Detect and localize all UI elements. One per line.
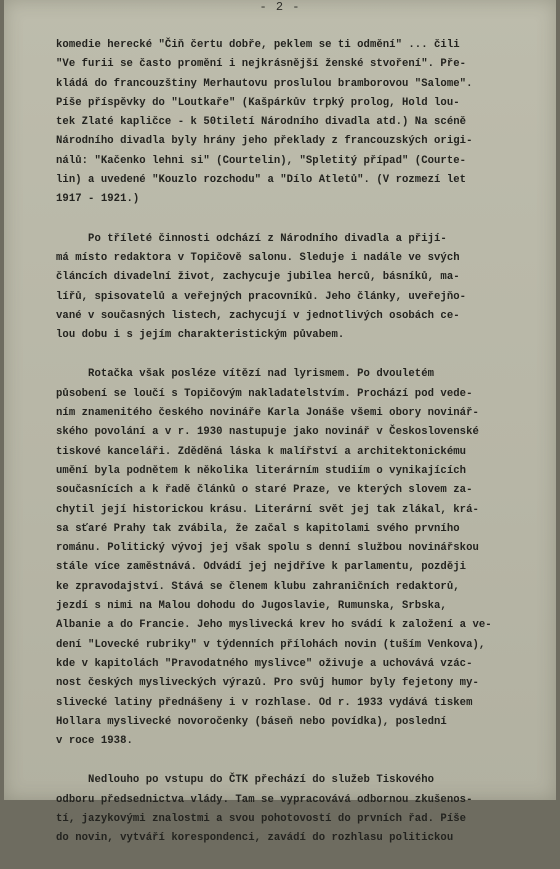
text-line: odboru předsednictva vlády. Tam se vypracovává odbornou zkušenos- xyxy=(56,793,473,806)
text-line: Nedlouho po vstupu do ČTK přechází do služeb Tiskového xyxy=(56,774,435,787)
document-page xyxy=(4,0,556,845)
paragraph-4 xyxy=(56,771,534,848)
text-line: stále více zaměstnává. Odvádí jej nejdříve k parlamentu, později xyxy=(56,561,467,574)
text-line: má místo redaktora v Topičově salonu. Sleduje i nadále ve svých xyxy=(56,251,460,264)
text-line: Píše příspěvky do "Loutkaře" (Kašpárkův trpký prolog, Hold lou- xyxy=(56,96,460,109)
paragraph-2 xyxy=(56,230,534,346)
text-line: ského povolání a v r. 1930 nastupuje jako novinář v Československé xyxy=(56,426,479,439)
page-number: - 2 - xyxy=(259,0,301,14)
text-line: článcích divadelní život, zachycuje jubilea herců, básníků, ma- xyxy=(56,271,460,284)
text-line: románu. Politický vývoj jej však spolu s denní službou novinářskou xyxy=(56,542,479,555)
text-line: kde v kapitolách "Pravodatného myslivce" oživuje a uchovává vzác- xyxy=(56,657,473,670)
text-line: slivecké latiny přednášeny i v rozhlase. Od r. 1933 vydává tiskem xyxy=(56,696,473,709)
text-line: působení se loučí s Topičovým nakladatelstvím. Prochází pod vede- xyxy=(56,387,473,400)
text-line: tí, jazykovými znalostmi a svou pohotovostí do prvních řad. Píše xyxy=(56,812,467,825)
text-line: tiskové kanceláři. Zděděná láska k malířství a architektonickému xyxy=(56,445,467,458)
text-line: Po tříleté činnosti odchází z Národního divadla a přijí- xyxy=(56,232,447,245)
text-line: lin) a uvedené "Kouzlo rozchodu" a "Dílo Atletů". (V rozmezí let xyxy=(56,174,467,187)
text-line: nálů: "Kačenko lehni si" (Courtelin), "Spletitý případ" (Courte- xyxy=(56,154,467,167)
text-line: Rotačka však posléze vítězí nad lyrismem. Po dvouletém xyxy=(56,368,435,381)
text-line: dení "Lovecké rubriky" v týdenních přílohách novin (tuším Venkova), xyxy=(56,638,486,651)
text-line: chytil její historickou krásu. Literární svět jej tak zlákal, krá- xyxy=(56,503,479,516)
text-line: ním znamenitého českého novináře Karla Jonáše všemi obory novinář- xyxy=(56,407,479,420)
text-line: komedie herecké "Čiň čertu dobře, peklem se ti odmění" ... čili xyxy=(56,39,460,51)
text-line: ke zpravodajství. Stává se členem klubu zahraničních redaktorů, xyxy=(56,580,460,593)
text-line: Albanie a do Francie. Jeho myslivecká krev ho svádí k založení a ve- xyxy=(56,619,492,632)
text-line: umění byla podnětem k několika literárním studiím o vynikajících xyxy=(56,464,467,477)
document-body xyxy=(56,36,534,869)
text-line: nost českých mysliveckých výrazů. Pro svůj humor byly fejetony my- xyxy=(56,677,479,690)
paragraph-1 xyxy=(56,36,534,210)
text-line: Hollara myslivecké novoročenky (báseň nebo povídka), poslední xyxy=(56,715,447,728)
text-line: jezdí s nimi na Malou dohodu do Jugoslavie, Rumunska, Srbska, xyxy=(56,600,447,613)
text-line: současnících a k řadě článků o staré Praze, ve kterých slovem za- xyxy=(56,484,473,497)
text-line: sa sťaré Prahy tak zvábila, že začal s kapitolami svého prvního xyxy=(56,522,460,535)
text-line: vané v současných listech, zachycují v jednotlivých osobách ce- xyxy=(56,309,460,322)
text-line: "Ve furii se často promění i nejkrásnější ženské stvoření". Pře- xyxy=(56,58,467,71)
text-line: v roce 1938. xyxy=(56,735,133,748)
text-line: kládá do francouzštiny Merhautovu proslulou bramborovou "Salome". xyxy=(56,77,473,90)
text-line: lou dobu i s jejím charakteristickým půvabem. xyxy=(56,329,345,342)
text-line: Národního divadla byly hrány jeho překlady z francouzských origi- xyxy=(56,135,473,148)
text-line: tek Zlaté kapličce - k 50tiletí Národního divadla atd.) Na scéně xyxy=(56,116,467,129)
text-line: 1917 - 1921.) xyxy=(56,193,140,206)
paragraph-3 xyxy=(56,365,534,751)
text-line: do novin, vytváří korespondenci, zavádí do rozhlasu politickou xyxy=(56,832,454,845)
text-line: lířů, spisovatelů a veřejných pracovníků. Jeho články, uveřejňo- xyxy=(56,290,467,303)
